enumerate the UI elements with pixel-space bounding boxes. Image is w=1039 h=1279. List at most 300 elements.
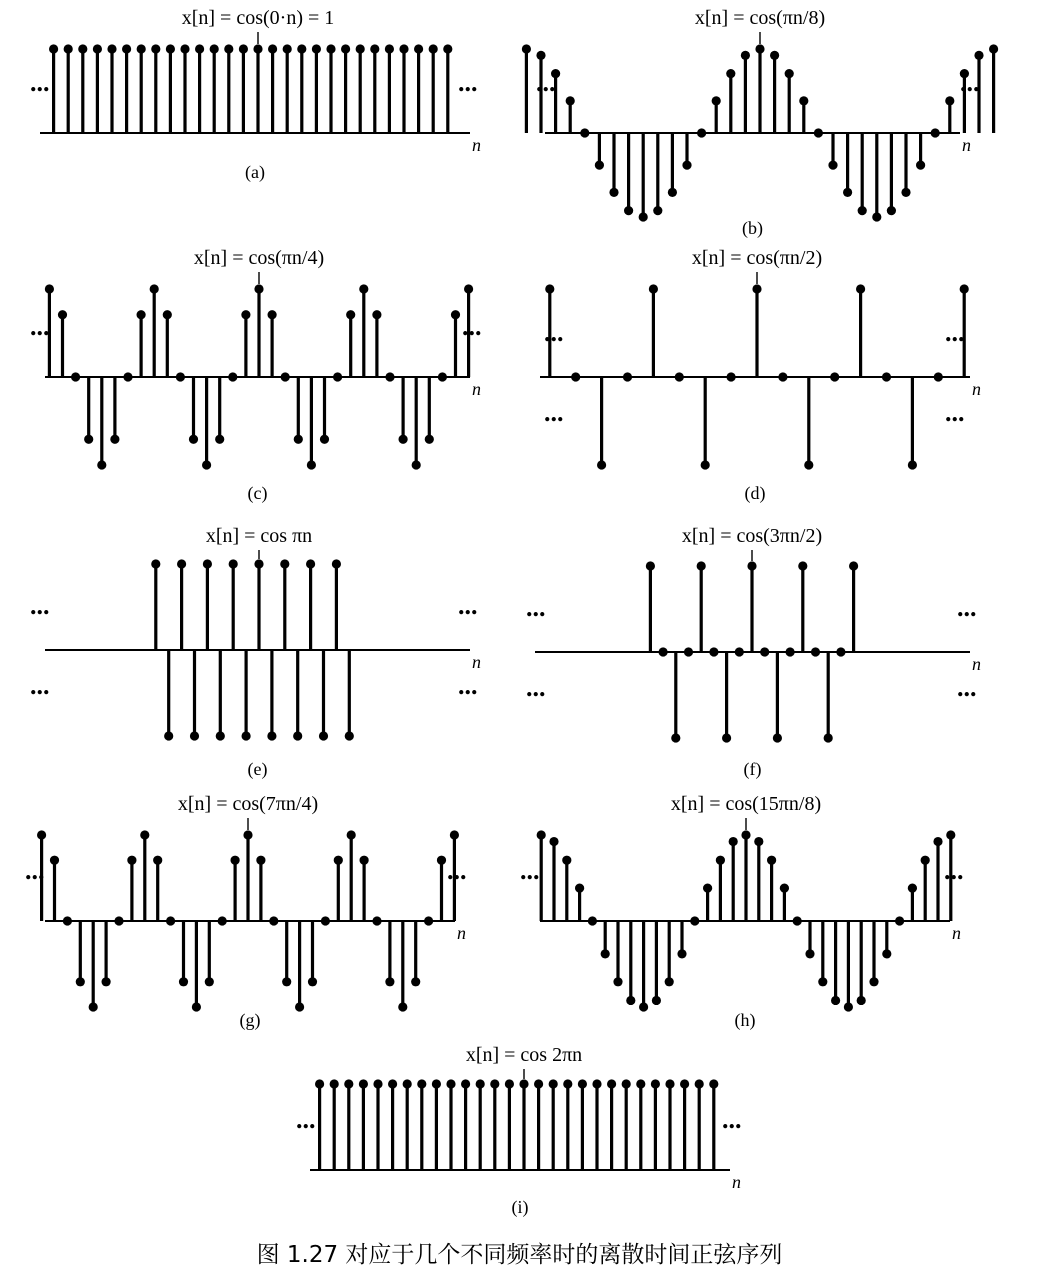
panel-title: x[n] = cos(0·n) = 1	[181, 7, 335, 29]
stem-dot	[268, 44, 277, 53]
stem-c	[97, 377, 106, 470]
stem-dot	[646, 561, 655, 570]
stem-a	[107, 44, 116, 133]
stem-dot	[177, 559, 186, 568]
stem-dot	[534, 1079, 543, 1088]
stem-i	[505, 1079, 514, 1170]
stem-g	[269, 916, 278, 925]
stem-dot	[359, 1079, 368, 1088]
stem-dot	[778, 372, 787, 381]
stem-dot	[665, 977, 674, 986]
stem-dot	[595, 161, 604, 170]
stem-dot	[344, 1079, 353, 1088]
stem-g	[205, 921, 214, 986]
panel-label: (f)	[743, 759, 762, 779]
ellipsis-right: ...	[458, 591, 478, 620]
stem-dot	[137, 310, 146, 319]
ellipsis-right-lower: ...	[945, 398, 965, 427]
stem-dot	[166, 916, 175, 925]
stem-c	[202, 377, 211, 470]
stem-dot	[566, 96, 575, 105]
stem-a	[166, 44, 175, 133]
stem-dot	[63, 916, 72, 925]
stem-dot	[921, 856, 930, 865]
stem-d	[804, 377, 813, 470]
stem-dot	[709, 1079, 718, 1088]
stem-dot	[330, 1079, 339, 1088]
stem-dot	[269, 916, 278, 925]
stem-dot	[295, 1002, 304, 1011]
stem-dot	[150, 284, 159, 293]
stem-h	[652, 921, 661, 1005]
stem-dot	[609, 188, 618, 197]
stem-c	[359, 284, 368, 377]
stem-dot	[639, 212, 648, 221]
stem-a	[122, 44, 131, 133]
stem-g	[140, 830, 149, 921]
stem-dot	[282, 977, 291, 986]
stem-dot	[319, 731, 328, 740]
stem-dot	[372, 310, 381, 319]
stem-dot	[411, 977, 420, 986]
stem-b	[697, 128, 706, 137]
stem-c	[84, 377, 93, 444]
stem-dot	[464, 284, 473, 293]
stem-dot	[267, 731, 276, 740]
stem-dot	[760, 647, 769, 656]
stem-i	[476, 1079, 485, 1170]
stem-b	[624, 133, 633, 215]
stem-a	[49, 44, 58, 133]
stem-g	[153, 856, 162, 921]
stem-dot	[622, 1079, 631, 1088]
stem-e	[345, 650, 354, 741]
stem-dot	[163, 310, 172, 319]
stem-dot	[828, 161, 837, 170]
stem-b	[580, 128, 589, 137]
stem-c	[451, 310, 460, 377]
stem-dot	[682, 161, 691, 170]
stem-e	[319, 650, 328, 741]
panel-label: (a)	[245, 162, 265, 182]
stem-dot	[505, 1079, 514, 1088]
stem-dot	[190, 731, 199, 740]
stem-dot	[931, 128, 940, 137]
stem-e	[293, 650, 302, 741]
stem-a	[253, 44, 262, 133]
stem-dot	[229, 559, 238, 568]
stem-dot	[849, 561, 858, 570]
stem-dot	[321, 916, 330, 925]
stem-dot	[218, 916, 227, 925]
stem-dot	[908, 883, 917, 892]
stem-i	[592, 1079, 601, 1170]
stem-dot	[701, 460, 710, 469]
stem-g	[166, 916, 175, 925]
stem-dot	[623, 372, 632, 381]
stem-b	[945, 96, 954, 133]
stem-g	[308, 921, 317, 986]
stem-dot	[370, 44, 379, 53]
stem-dot	[665, 1079, 674, 1088]
stem-b	[726, 69, 735, 133]
stem-f	[722, 652, 731, 743]
stem-dot	[228, 372, 237, 381]
stem-dot	[58, 310, 67, 319]
stem-b	[799, 96, 808, 133]
stem-dot	[684, 647, 693, 656]
stem-dot	[268, 310, 277, 319]
stem-c	[228, 372, 237, 381]
stem-dot	[545, 284, 554, 293]
stem-dot	[153, 856, 162, 865]
stem-g	[256, 856, 265, 921]
stem-c	[176, 372, 185, 381]
panel-i	[296, 1044, 742, 1218]
stem-dot	[843, 188, 852, 197]
stem-g	[372, 916, 381, 925]
stem-dot	[347, 830, 356, 839]
stem-dot	[308, 977, 317, 986]
stem-h	[741, 830, 750, 921]
stem-dot	[882, 372, 891, 381]
panel-c	[30, 247, 482, 504]
stem-b	[741, 51, 750, 133]
stem-dot	[727, 372, 736, 381]
stem-dot	[215, 435, 224, 444]
stem-dot	[202, 460, 211, 469]
stem-h	[882, 921, 891, 959]
stem-g	[424, 916, 433, 925]
stem-dot	[767, 856, 776, 865]
stem-d	[623, 372, 632, 381]
stem-dot	[388, 1079, 397, 1088]
stem-dot	[89, 1002, 98, 1011]
stem-dot	[908, 460, 917, 469]
stem-dot	[946, 830, 955, 839]
ellipsis-right: ...	[462, 312, 482, 341]
stem-i	[315, 1079, 324, 1170]
stem-a	[326, 44, 335, 133]
stem-h	[780, 883, 789, 921]
stem-i	[403, 1079, 412, 1170]
stem-h	[690, 916, 699, 925]
stem-d	[649, 284, 658, 377]
stem-dot	[231, 856, 240, 865]
ellipsis-left: ...	[526, 593, 546, 622]
stem-h	[588, 916, 597, 925]
panel-label: (i)	[511, 1197, 529, 1217]
stem-d	[597, 377, 606, 470]
stem-c	[399, 377, 408, 444]
ellipsis-left: ...	[30, 68, 50, 97]
stem-a	[312, 44, 321, 133]
axis-label-n: n	[472, 135, 481, 155]
stem-dot	[836, 647, 845, 656]
stem-dot	[385, 372, 394, 381]
stem-g	[321, 916, 330, 925]
stem-i	[651, 1079, 660, 1170]
stem-dot	[425, 435, 434, 444]
stem-g	[231, 856, 240, 921]
stem-b	[609, 133, 618, 197]
stem-dot	[522, 44, 531, 53]
stem-c	[346, 310, 355, 377]
stem-b	[989, 44, 998, 133]
stem-c	[385, 372, 394, 381]
stem-dot	[537, 830, 546, 839]
stem-h	[601, 921, 610, 959]
stem-i	[388, 1079, 397, 1170]
panel-label: (h)	[734, 1010, 756, 1030]
ellipsis-right-lower: ...	[957, 673, 977, 702]
stem-dot	[312, 44, 321, 53]
stem-g	[89, 921, 98, 1012]
stem-g	[360, 856, 369, 921]
stem-c	[372, 310, 381, 377]
ellipsis-right: ...	[447, 856, 467, 885]
stem-h	[857, 921, 866, 1005]
stem-a	[385, 44, 394, 133]
stem-dot	[256, 856, 265, 865]
stem-f	[735, 647, 744, 656]
stem-g	[282, 921, 291, 986]
ellipsis-left-lower: ...	[526, 673, 546, 702]
stem-g	[76, 921, 85, 986]
stem-dot	[334, 856, 343, 865]
stem-dot	[716, 856, 725, 865]
stem-dot	[490, 1079, 499, 1088]
ellipsis-right: ...	[945, 318, 965, 347]
stem-dot	[712, 96, 721, 105]
stem-dot	[283, 44, 292, 53]
stem-dot	[326, 44, 335, 53]
stem-dot	[882, 949, 891, 958]
stem-dot	[307, 460, 316, 469]
panel-title: x[n] = cos(3πn/2)	[681, 525, 823, 547]
stem-dot	[216, 731, 225, 740]
stem-dot	[166, 44, 175, 53]
stem-a	[151, 44, 160, 133]
stem-dot	[254, 559, 263, 568]
stem-dot	[798, 561, 807, 570]
stem-dot	[210, 44, 219, 53]
stem-i	[417, 1079, 426, 1170]
stem-b	[843, 133, 852, 197]
stem-dot	[253, 44, 262, 53]
stem-a	[78, 44, 87, 133]
stem-c	[425, 377, 434, 444]
stem-dot	[205, 977, 214, 986]
stem-dot	[636, 1079, 645, 1088]
stem-b	[858, 133, 867, 215]
stem-d	[675, 372, 684, 381]
stem-dot	[385, 977, 394, 986]
stem-f	[646, 561, 655, 652]
stem-c	[71, 372, 80, 381]
stem-dot	[359, 284, 368, 293]
stem-dot	[437, 856, 446, 865]
stem-a	[180, 44, 189, 133]
stem-dot	[989, 44, 998, 53]
stem-i	[490, 1079, 499, 1170]
stem-dot	[887, 206, 896, 215]
stem-g	[218, 916, 227, 925]
stem-dot	[726, 69, 735, 78]
stem-dot	[280, 559, 289, 568]
axis-label-n: n	[972, 654, 981, 674]
stem-b	[901, 133, 910, 197]
stem-h	[729, 837, 738, 921]
stem-dot	[179, 977, 188, 986]
stem-dot	[536, 51, 545, 60]
stem-dot	[372, 916, 381, 925]
stem-dot	[110, 435, 119, 444]
stem-dot	[773, 733, 782, 742]
stem-dot	[140, 830, 149, 839]
stem-dot	[741, 51, 750, 60]
panel-label: (b)	[742, 218, 763, 238]
stem-a	[429, 44, 438, 133]
stem-c	[215, 377, 224, 444]
stem-e	[306, 559, 315, 650]
stem-g	[385, 921, 394, 986]
stem-h	[869, 921, 878, 986]
stem-b	[916, 133, 925, 170]
stem-i	[519, 1079, 528, 1170]
stem-a	[297, 44, 306, 133]
stem-dot	[45, 284, 54, 293]
stem-i	[563, 1079, 572, 1170]
stem-g	[127, 856, 136, 921]
stem-h	[626, 921, 635, 1005]
stem-dot	[71, 372, 80, 381]
stem-h	[895, 916, 904, 925]
panel-b	[522, 7, 998, 239]
stem-dot	[695, 1079, 704, 1088]
stem-dot	[241, 310, 250, 319]
stem-a	[414, 44, 423, 133]
stem-g	[50, 856, 59, 921]
stem-dot	[933, 837, 942, 846]
stem-dot	[243, 830, 252, 839]
stem-c	[268, 310, 277, 377]
stem-a	[443, 44, 452, 133]
stem-d	[934, 372, 943, 381]
stem-dot	[151, 559, 160, 568]
stem-dot	[588, 916, 597, 925]
stem-dot	[345, 731, 354, 740]
stem-dot	[306, 559, 315, 568]
stem-h	[562, 856, 571, 921]
stem-i	[709, 1079, 718, 1170]
stem-i	[549, 1079, 558, 1170]
stem-dot	[735, 647, 744, 656]
stem-dot	[824, 733, 833, 742]
stem-e	[267, 650, 276, 741]
stem-dot	[189, 435, 198, 444]
stem-dot	[668, 188, 677, 197]
stem-dot	[224, 44, 233, 53]
stem-dot	[755, 44, 764, 53]
stem-dot	[872, 212, 881, 221]
stem-dot	[814, 128, 823, 137]
stem-i	[695, 1079, 704, 1170]
stem-c	[150, 284, 159, 377]
stem-dot	[811, 647, 820, 656]
stem-g	[347, 830, 356, 921]
stem-dot	[651, 1079, 660, 1088]
stem-dot	[626, 996, 635, 1005]
stem-dot	[960, 284, 969, 293]
stem-dot	[659, 647, 668, 656]
stem-c	[412, 377, 421, 470]
stem-a	[370, 44, 379, 133]
stem-dot	[97, 460, 106, 469]
stem-dot	[770, 51, 779, 60]
stem-dot	[945, 96, 954, 105]
stem-dot	[438, 372, 447, 381]
stem-b	[887, 133, 896, 215]
stem-dot	[895, 916, 904, 925]
stem-dot	[671, 733, 680, 742]
stem-a	[283, 44, 292, 133]
axis-label-n: n	[457, 923, 466, 943]
stem-i	[330, 1079, 339, 1170]
stem-dot	[192, 1002, 201, 1011]
stem-dot	[399, 435, 408, 444]
stem-f	[773, 652, 782, 743]
stem-f	[811, 647, 820, 656]
stem-dot	[677, 949, 686, 958]
stem-d	[908, 377, 917, 470]
stem-a	[137, 44, 146, 133]
stem-dot	[451, 310, 460, 319]
ellipsis-right: ...	[957, 593, 977, 622]
stem-dot	[858, 206, 867, 215]
stem-dot	[597, 460, 606, 469]
stem-dot	[432, 1079, 441, 1088]
stem-dot	[575, 883, 584, 892]
ellipsis-left-lower: ...	[544, 398, 564, 427]
stem-dot	[346, 310, 355, 319]
stem-i	[446, 1079, 455, 1170]
stem-a	[64, 44, 73, 133]
stem-d	[856, 284, 865, 377]
stem-dot	[916, 161, 925, 170]
stem-c	[123, 372, 132, 381]
stem-d	[727, 372, 736, 381]
stem-f	[798, 561, 807, 652]
stem-c	[281, 372, 290, 381]
stem-dot	[195, 44, 204, 53]
stem-dot	[549, 837, 558, 846]
stem-dot	[127, 856, 136, 865]
panel-title: x[n] = cos(7πn/4)	[177, 793, 319, 815]
stem-dot	[107, 44, 116, 53]
stem-dot	[741, 830, 750, 839]
stem-dot	[315, 1079, 324, 1088]
stem-dot	[254, 284, 263, 293]
stem-dot	[607, 1079, 616, 1088]
stem-a	[268, 44, 277, 133]
stem-c	[307, 377, 316, 470]
stem-h	[575, 883, 584, 921]
panel-title: x[n] = cos(πn/8)	[694, 7, 826, 29]
stem-g	[192, 921, 201, 1012]
stem-dot	[102, 977, 111, 986]
stem-e	[216, 650, 225, 741]
